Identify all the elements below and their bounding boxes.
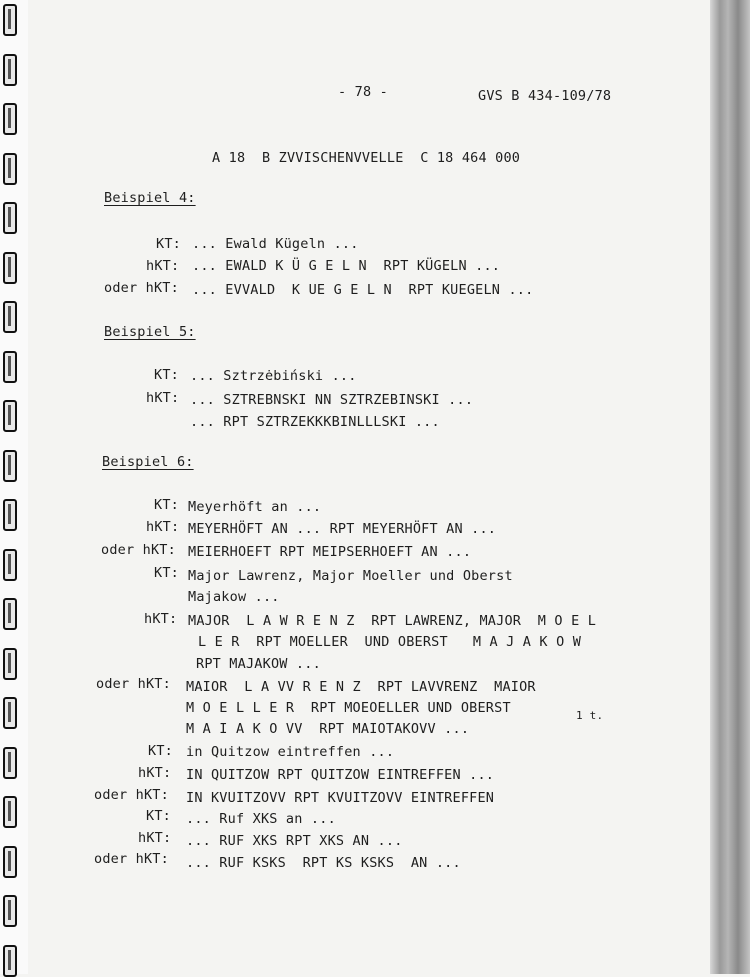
line-text: ... Ewald Kügeln ... [192,236,359,252]
binder-ring [3,747,17,779]
line-label: hKT: [146,258,180,274]
line-text: ... RUF XKS RPT XKS AN ... [186,833,403,849]
line-label: hKT: [146,519,180,535]
binder-ring [3,598,17,630]
section-heading: Beispiel 6: [102,454,194,470]
subtitle: A 18 B ZVVISCHENVVELLE C 18 464 000 [212,150,521,166]
binder-ring [3,895,17,927]
line-text: RPT MAJAKOW ... [196,656,321,672]
line-label: hKT: [138,765,172,781]
binder-ring [3,697,17,729]
section-heading: Beispiel 4: [104,190,196,206]
binder-ring [3,351,17,383]
binder-ring [3,945,17,977]
marginal-mark: 1 t. [576,709,604,722]
binder-ring [3,54,17,86]
line-text: MAJOR L A W R E N Z RPT LAWRENZ, MAJOR M O E L [188,613,597,629]
line-text: MEYERHÖFT AN ... RPT MEYERHÖFT AN ... [188,521,497,537]
line-label: oder hKT: [94,851,169,867]
line-text: ... RUF KSKS RPT KS KSKS AN ... [186,855,461,871]
binder-ring [3,400,17,432]
binder-ring [3,450,17,482]
binder-strip [0,0,28,974]
line-label: oder hKT: [101,542,176,558]
line-label: oder hKT: [104,280,179,296]
section-heading: Beispiel 5: [104,324,196,340]
document-reference: GVS B 434-109/78 [478,88,612,104]
line-label: hKT: [144,611,178,627]
binder-ring [3,202,17,234]
line-text: L E R RPT MOELLER UND OBERST M A J A K O W [198,634,582,650]
line-label: hKT: [138,830,172,846]
line-label: KT: [146,808,171,824]
line-label: KT: [154,497,179,513]
line-text: MAIOR L A VV R E N Z RPT LAVVRENZ MAIOR [186,679,536,695]
line-text: ... EWALD K Ü G E L N RPT KÜGELN ... [192,258,501,274]
binder-ring [3,846,17,878]
binder-ring [3,301,17,333]
line-label: oder hKT: [96,676,171,692]
binder-ring [3,549,17,581]
line-text: IN KVUITZOVV RPT KVUITZOVV EINTREFFEN [186,790,495,806]
line-text: in Quitzow eintreffen ... [186,744,395,760]
binder-ring [3,153,17,185]
binder-ring [3,252,17,284]
line-text: MEIERHOEFT RPT MEIPSERHOEFT AN ... [188,544,472,560]
line-text: IN QUITZOW RPT QUITZOW EINTREFFEN ... [186,767,495,783]
line-label: KT: [148,743,173,759]
line-text: ... Sztrzėbiński ... [190,368,357,384]
binder-ring [3,103,17,135]
binder-ring [3,4,17,36]
binder-ring [3,796,17,828]
line-text: ... SZTREBNSKI NN SZTRZEBINSKI ... [190,392,474,408]
page-number: - 78 - [338,84,388,100]
line-text: Meyerhöft an ... [188,499,322,515]
binder-ring [3,499,17,531]
line-text: ... RPT SZTRZEKKKBINLLLSKI ... [190,414,440,430]
line-label: KT: [156,236,181,252]
line-text: Majakow ... [188,589,280,605]
line-label: KT: [154,565,179,581]
line-text: M A I A K O VV RPT MAIOTAKOVV ... [186,721,470,737]
binder-ring [3,648,17,680]
line-text: ... EVVALD K UE G E L N RPT KUEGELN ... [192,282,534,298]
line-text: Major Lawrenz, Major Moeller und Oberst [188,568,513,584]
line-label: oder hKT: [94,787,169,803]
line-text: ... Ruf XKS an ... [186,811,336,827]
line-label: KT: [154,367,179,383]
line-label: hKT: [146,390,180,406]
line-text: M O E L L E R RPT MOEOELLER UND OBERST [186,700,511,716]
page-edge-shadow [710,0,750,974]
